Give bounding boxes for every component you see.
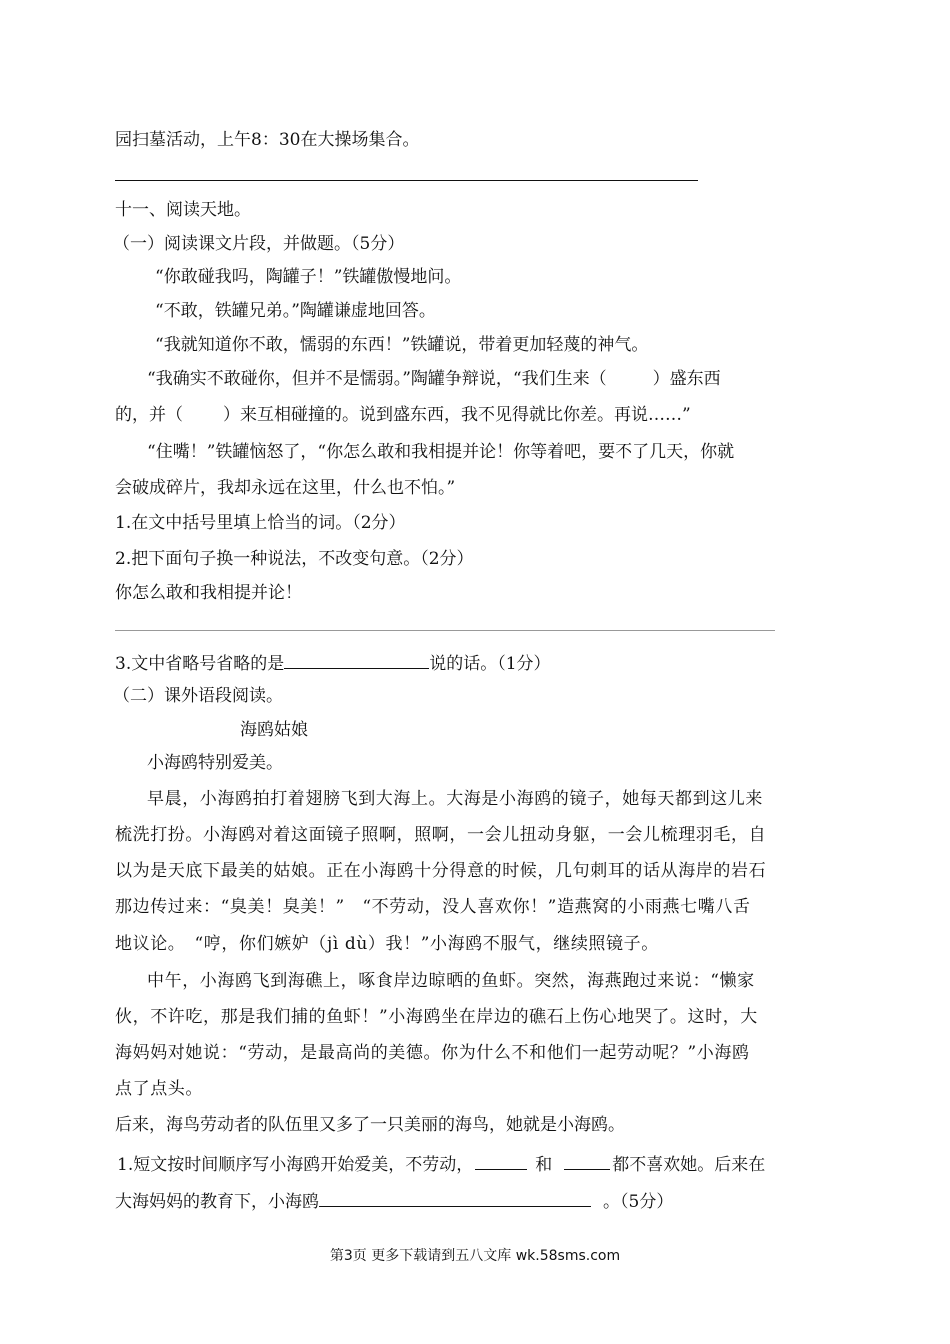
question-3 [115,650,551,676]
paragraph-text: 的，并（ [115,405,183,425]
story-paragraph: 那边传过来：“臭美！臭美！” “不劳动，没人喜欢你！”造燕窝的小雨燕七嘴八舌 [115,897,751,917]
paragraph-text: “我确实不敢碰你，但并不是懦弱。”陶罐争辩说，“我们生来（ [147,369,607,389]
passage-paragraph: “不敢，铁罐兄弟。”陶罐谦虚地回答。 [155,301,436,321]
fill-blank[interactable] [564,1151,610,1170]
story-paragraph: 伙，不许吃，那是我们捕的鱼虾！”小海鸥坐在岸边的礁石上伤心地哭了。这时，大 [115,1007,758,1027]
answer-line [115,180,698,181]
question-2-sentence: 你怎么敢和我相提并论！ [115,583,302,603]
story-title: 海鸥姑娘 [240,720,308,740]
fill-blank[interactable] [475,1151,527,1170]
answer-line[interactable] [115,630,775,631]
question-1-story-cont [115,1188,673,1214]
story-paragraph: 海妈妈对她说：“劳动，是最高尚的美德。你为什么不和他们一起劳动呢？”小海鸥 [115,1043,750,1063]
story-paragraph: 点了点头。 [115,1079,203,1099]
story-paragraph: 小海鸥特别爱美。 [147,753,283,773]
part2-heading: （二）课外语段阅读。 [113,686,283,706]
passage-paragraph [115,403,691,427]
fill-blank[interactable] [319,1188,591,1207]
question-text: 和 [535,1155,553,1175]
story-paragraph: 中午，小海鸥飞到海礁上，啄食岸边晾晒的鱼虾。突然，海燕跑过来说：“懒家 [147,971,755,991]
paragraph-text: ）来互相碰撞的。说到盛东西，我不见得就比你差。再说……” [223,405,691,425]
page-footer: 第3页 更多下载请到五八文库 wk.58sms.com [329,1248,621,1264]
question-1-story [117,1151,765,1177]
story-paragraph: 地议论。 “哼，你们嫉妒（jì dù）我！”小海鸥不服气，继续照镜子。 [115,934,659,954]
question-text: 3.文中省略号省略的是 [115,654,285,674]
story-paragraph: 后来，海鸟劳动者的队伍里又多了一只美丽的海鸟，她就是小海鸥。 [115,1115,625,1135]
story-paragraph: 梳洗打扮。小海鸥对着这面镜子照啊，照啊，一会儿扭动身躯，一会儿梳理羽毛，自 [115,825,767,845]
passage-paragraph: “我就知道你不敢，懦弱的东西！”铁罐说，带着更加轻蔑的神气。 [155,335,649,355]
passage-paragraph: “你敢碰我吗，陶罐子！”铁罐傲慢地问。 [155,267,462,287]
question-1: 1.在文中括号里填上恰当的词。（2分） [115,513,406,533]
question-2: 2.把下面句子换一种说法，不改变句意。（2分） [115,549,474,569]
question-text: 大海妈妈的教育下，小海鸥 [115,1192,319,1212]
top-text-line: 园扫墓活动，上午8：30在大操场集合。 [115,130,420,150]
passage-paragraph: 会破成碎片，我却永远在这里，什么也不怕。” [115,478,456,498]
paragraph-text: ）盛东西 [652,369,721,389]
story-paragraph: 早晨，小海鸥拍打着翅膀飞到大海上。大海是小海鸥的镜子，她每天都到这儿来 [147,789,763,809]
story-paragraph: 以为是天底下最美的姑娘。正在小海鸥十分得意的时候，几句刺耳的话从海岸的岩石 [115,861,767,881]
section-title: 十一、阅读天地。 [115,200,251,220]
question-text: 都不喜欢她。后来在 [612,1155,766,1175]
fill-blank[interactable] [284,650,429,669]
passage-paragraph: “住嘴！”铁罐恼怒了，“你怎么敢和我相提并论！你等着吧，要不了几天，你就 [147,442,735,462]
question-text: 。（5分） [603,1192,674,1212]
question-text: 1.短文按时间顺序写小海鸥开始爱美，不劳动， [117,1155,474,1175]
part1-heading: （一）阅读课文片段，并做题。（5分） [113,234,405,254]
question-text: 说的话。（1分） [429,654,551,674]
passage-paragraph [147,367,721,391]
